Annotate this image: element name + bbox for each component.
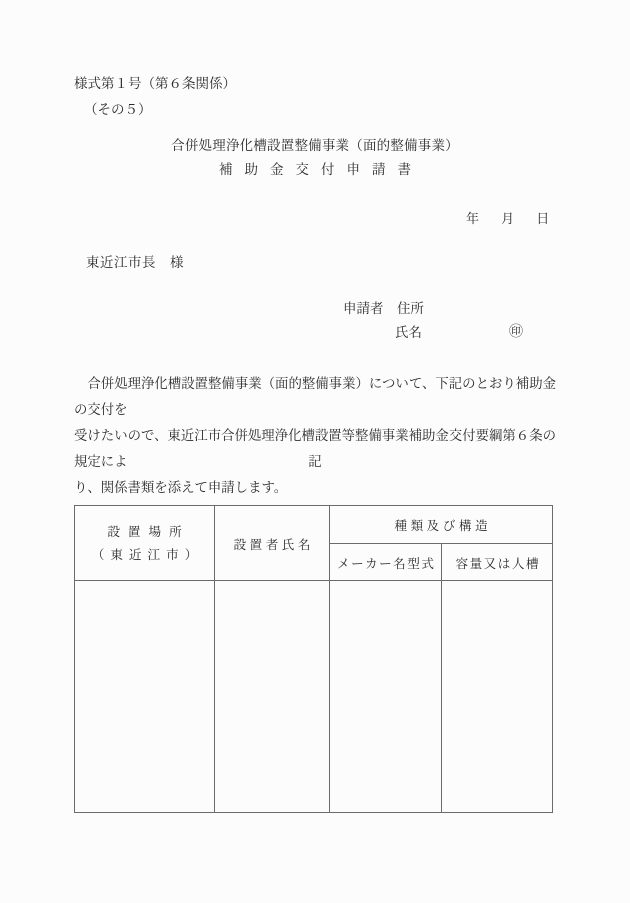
cell-maker[interactable] xyxy=(330,581,442,813)
application-table xyxy=(74,505,553,813)
form-sub-number: （その５） xyxy=(84,102,152,118)
column-header-place-line1: 設置場所 xyxy=(107,524,190,539)
table-header xyxy=(75,506,553,581)
body-line-2: 受けたいので、東近江市合併処理浄化槽設置等整備事業補助金交付要綱第６条の規定によ xyxy=(74,429,556,470)
seal-icon: ㊞ xyxy=(509,324,523,340)
document-title-main: 合併処理浄化槽設置整備事業（面的整備事業） xyxy=(171,138,459,154)
body-line-1: 合併処理浄化槽設置整備事業（面的整備事業）について、下記のとおり補助金の交付を xyxy=(74,377,556,418)
applicant-address-label: 申請者 住所 xyxy=(343,301,424,317)
body-line-3: り、関係書類を添えて申請します。 xyxy=(74,481,288,496)
cell-owner[interactable] xyxy=(215,581,330,813)
date-line: 年 月 日 xyxy=(466,212,559,227)
cell-place[interactable] xyxy=(75,581,215,813)
document-title-sub: 補助金交付申請書 xyxy=(219,162,423,178)
table-body xyxy=(75,581,553,813)
table-row xyxy=(75,581,553,813)
column-header-type-structure: 種類及び構造 xyxy=(330,506,553,544)
column-header-maker-model: メーカー名型式 xyxy=(330,544,442,581)
addressee: 東近江市長 様 xyxy=(86,255,184,271)
column-header-place xyxy=(75,506,215,581)
applicant-name-label: 氏名 xyxy=(395,325,422,341)
column-header-owner: 設置者氏名 xyxy=(215,506,330,581)
cell-capacity[interactable] xyxy=(442,581,553,813)
column-header-place-line2: （東近江市） xyxy=(91,547,204,562)
column-header-capacity: 容量又は人槽 xyxy=(442,544,553,581)
form-number: 様式第１号（第６条関係） xyxy=(74,76,236,92)
body-text xyxy=(74,372,556,502)
ki-marker: 記 xyxy=(308,454,322,470)
